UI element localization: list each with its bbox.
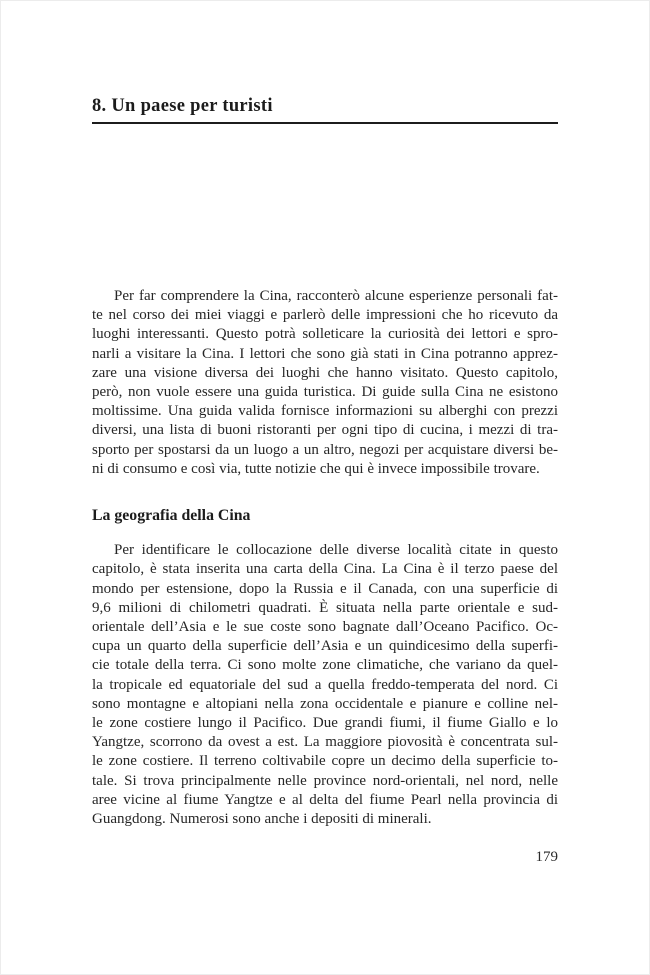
text-line: luoghi interessanti. Questo potrà solleticare la curiosità dei lettori e spro- [92,326,558,343]
text-line: Yangtze, scorrono da ovest a est. La maggiore piovosità è concentrata sul- [92,734,558,751]
text-line: aree vicine al fiume Yangtze e al delta del fiume Pearl nella provincia di [92,791,558,808]
text-line: le zone costiere lungo il Pacifico. Due grandi fiumi, il fiume Giallo e lo [92,715,558,732]
page-content [92,0,558,867]
intro-paragraph [92,287,558,479]
section-heading: La geografia della Cina [92,507,251,525]
text-line: cie totale della terra. Ci sono molte zone climatiche, che variano da quel- [92,657,558,674]
text-line: però, non vuole essere una guida turistica. Di guide sulla Cina ne esistono [92,384,558,401]
text-line: orientale dell’Asia e le sue coste sono bagnate dall’Oceano Pacifico. Oc- [92,619,558,636]
text-line: 9,6 milioni di chilometri quadrati. È situata nella parte orientale e sud- [92,599,558,616]
text-line: Per far comprendere la Cina, racconterò alcune esperienze personali fat- [114,288,558,304]
page-number: 179 [535,849,558,866]
text-line: sono montagne e altopiani nella zona occidentale e pianure e colline nel- [92,695,558,712]
text-line: diversi, una lista di buoni ristoranti per ogni tipo di cucina, i mezzi di tra- [92,422,558,439]
text-line: ni di consumo e così via, tutte notizie che qui è invece impossibile trovare. [92,460,540,477]
text-line: moltissime. Una guida valida fornisce informazioni su alberghi con prezzi [92,403,558,420]
text-line: te nel corso dei miei viaggi e parlerò delle impressioni che ho ricevuto da [92,307,558,324]
text-line: cupa un quarto della superficie dell’Asia e un quindicesimo della superfi- [92,638,558,655]
text-line: Per identificare le collocazione delle diverse località citate in questo [114,542,558,559]
text-line: le zone costiere. Il terreno coltivabile copre un decimo della superficie to- [92,753,558,770]
geography-paragraph [92,541,558,829]
chapter-title: 8. Un paese per turisti [92,96,273,116]
text-line: sporto per spostarsi da un luogo a un altro, negozi per acquistare diversi be- [92,441,558,458]
text-line: zare una visione diversa dei luoghi che hanno visitato. Questo capitolo, [92,364,558,381]
text-line: la tropicale ed equatoriale del sud a quella freddo-temperata del nord. Ci [92,676,558,693]
text-line: Guangdong. Numerosi sono anche i depositi di minerali. [92,811,432,828]
text-line: tale. Si trova principalmente nelle province nord-orientali, nel nord, nelle [92,772,558,789]
text-line: narli a visitare la Cina. I lettori che sono già stati in Cina potranno apprez- [92,345,558,362]
text-line: capitolo, è stata inserita una carta della Cina. La Cina è il terzo paese del [92,561,558,578]
chapter-title-rule [92,122,558,124]
text-line: mondo per estensione, dopo la Russia e il Canada, con una superficie di [92,580,558,597]
